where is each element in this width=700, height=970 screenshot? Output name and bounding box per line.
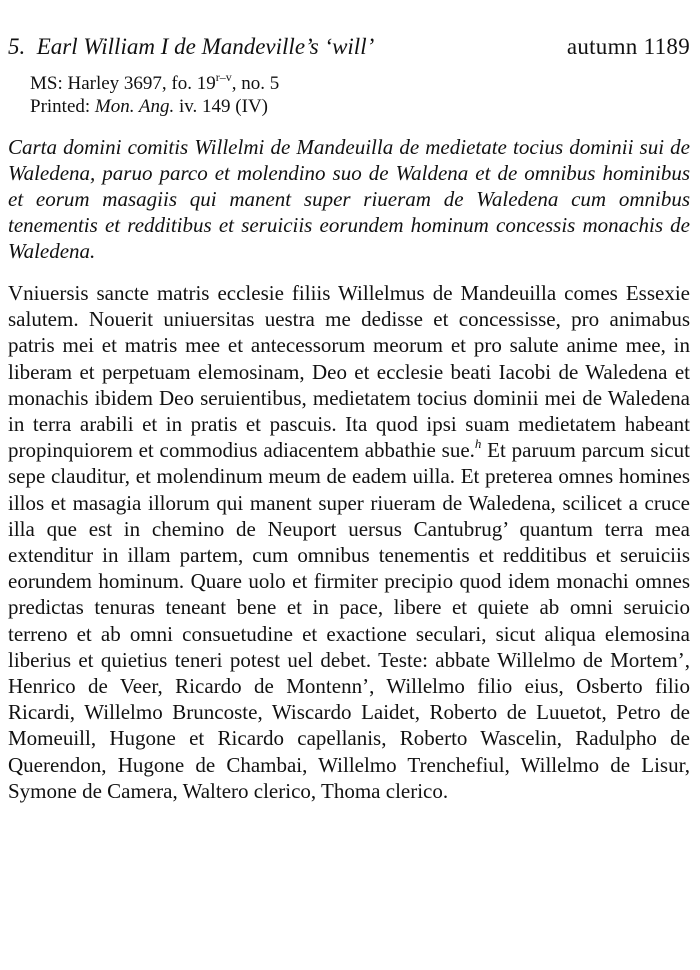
charter-rubric: Carta domini comitis Willelmi de Mandeuilla de medietate tocius dominii sui de Waledena, paruo parco et molendino suo de Waldena et de omnibus hominibus et eorum masagiis qui manent super riueram de Waledena cum omnibus tenementis et redditibus et seruiciis eorundem hominum concessis monachis de Waledena. xyxy=(8,135,690,263)
charter-body xyxy=(8,280,690,804)
charter-title-line xyxy=(8,32,374,62)
footnote-marker[interactable]: h xyxy=(474,436,482,452)
printed-ref: iv. 149 (IV) xyxy=(174,96,269,117)
printed-work: Mon. Ang. xyxy=(94,96,175,117)
manuscript-line xyxy=(30,69,690,95)
charter-body-part2: Et paruum parcum sicut sepe clauditur, et molendinum meum de eadem uilla. Et preterea omnes homines illos et masagia illorum qui manent super riueram de Waledena, scilicet a cruce illa que est in chemino de Neuport uersus Cantubrug’ quantum terra mea extenditur in illam partem, cum omnibus tenementis et redditibus et seruiciis eorundem hominum. Quare uolo et firmiter precipio quod idem monachi omnes predictas tenuras teneant bene et in pace, libere et quiete ab omni seruicio terreno et ab omni consuetudine et exactione seculari, sicut aliqua elemosina liberius et quietius teneri potest uel debet. Teste: abbate Willelmo de Mortem’, Henrico de Veer, Ricardo de Montenn’, Willelmo filio eius, Osberto filio Ricardi, Willelmo Bruncoste, Wiscardo Laidet, Roberto de Luuetot, Petro de Momeuill, Hugone et Ricardo capellanis, Roberto Wascelin, Radulpho de Querendon, Hugone de Chambai, Willelmo Trenchefiul, Willelmo de Lisur, Symone de Camera, Waltero clerico, Thoma clerico. xyxy=(8,438,690,803)
printed-line xyxy=(30,95,690,118)
printed-label: Printed: xyxy=(30,96,95,117)
charter-heading xyxy=(8,32,690,62)
charter-body-part1: Vniuersis sancte matris ecclesie filiis Willelmus de Mandeuilla comes Essexie salutem. Nouerit uniuersitas uestra me dedisse et concessisse, pro animabus patris mei et matris mee et antecessorum meorum et pro salute anime mee, in liberam et perpetuam elemosinam, Deo et ecclesie beati Iacobi de Waledena et monachis ibidem Deo seruientibus, medietatem tocius dominii mei de Waledena in terra arabili et in pratis et pascuis. Ita quod ipsi suam medietatem habeant propinquiorem et commodius adiacentem abbathie sue. xyxy=(8,281,690,463)
ms-folio-superscript: r–v xyxy=(215,69,232,84)
charter-title: Earl William I de Mandeville’s ‘will’ xyxy=(36,34,375,59)
charter-number: 5. xyxy=(8,34,26,59)
manuscript-info xyxy=(8,69,690,118)
charter-date: autumn 1189 xyxy=(566,34,690,59)
ms-label: MS: Harley 3697, fo. 19 xyxy=(30,73,216,94)
ms-tail: , no. 5 xyxy=(231,73,280,94)
